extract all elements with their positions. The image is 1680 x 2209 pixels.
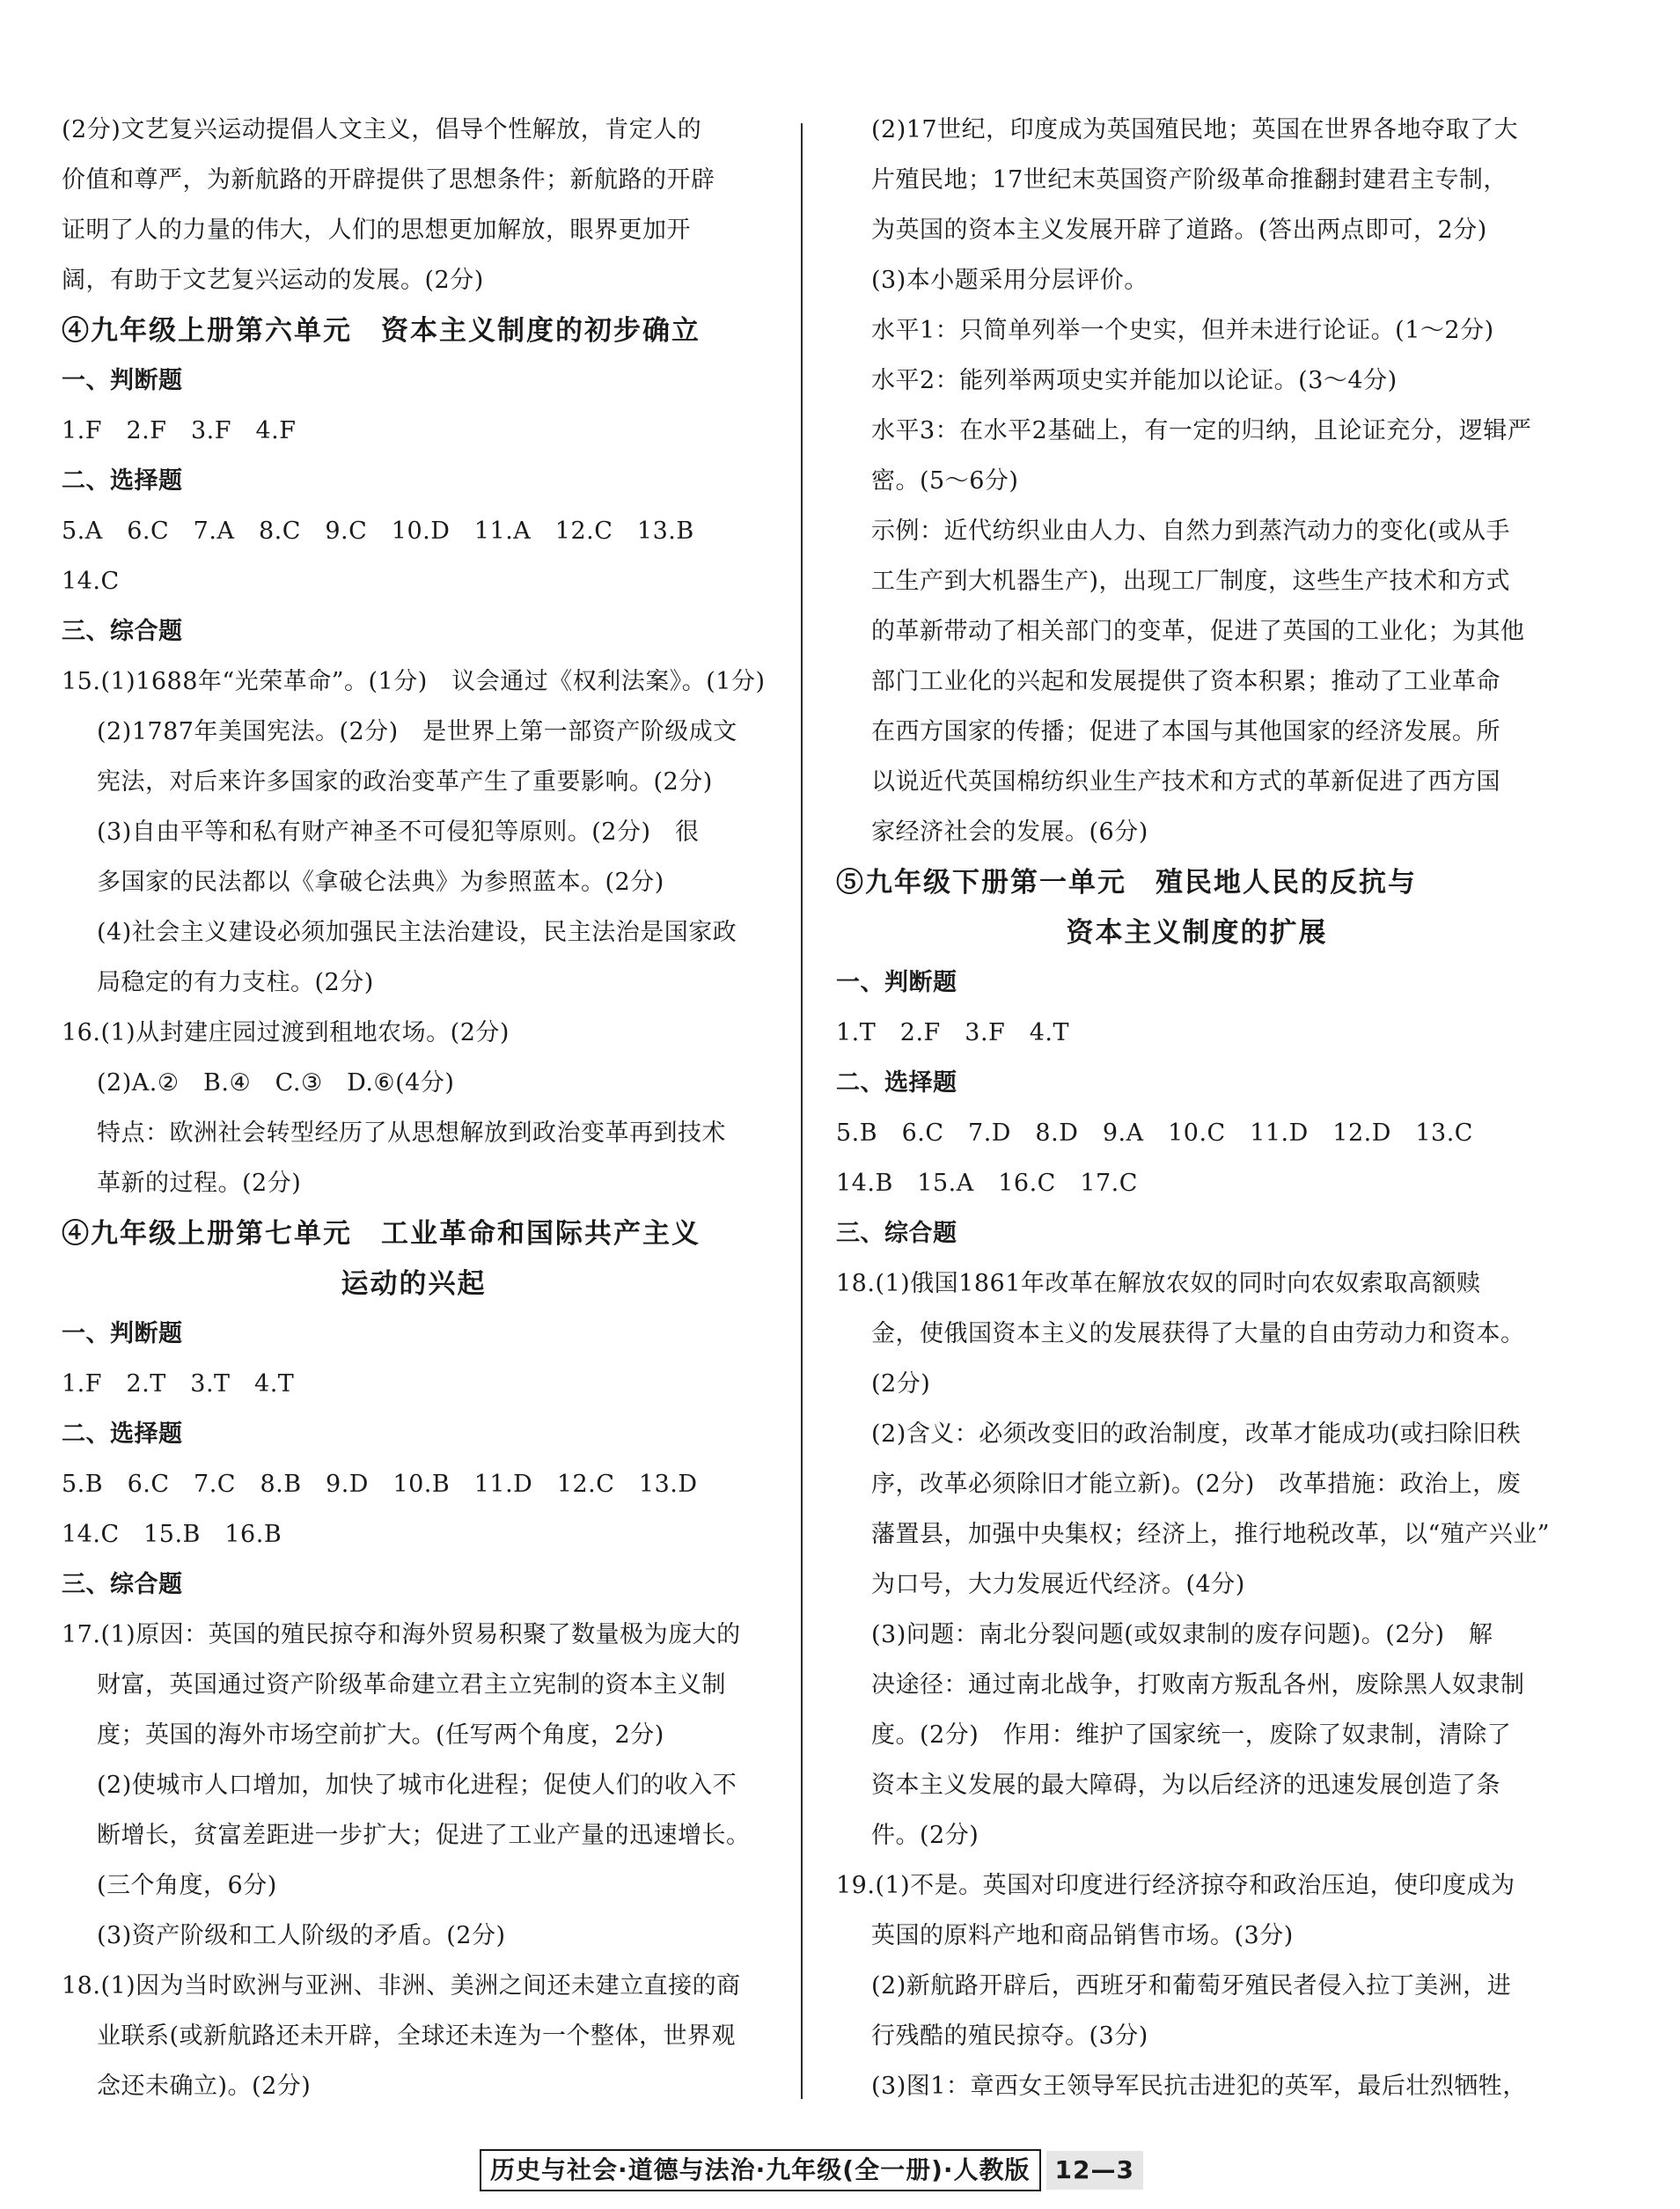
text-line: (3)自由平等和私有财产神圣不可侵犯等原则。(2分) 很 (97, 818, 700, 846)
text-line: 断增长，贫富差距进一步扩大；促进了工业产量的迅速增长。 (97, 1822, 751, 1849)
text-line: 业联系(或新航路还未开辟，全球还未连为一个整体，世界观 (97, 2022, 737, 2050)
section-title-continued: 资本主义制度的扩展 (1066, 917, 1328, 949)
text-line: 水平1：只简单列举一个史实，但并未进行论证。(1～2分) (871, 317, 1494, 344)
answer-line: 1.T 2.F 3.F 4.T (836, 1019, 1070, 1046)
text-line: 局稳定的有力支柱。(2分) (97, 969, 374, 996)
subsection-heading: 一、判断题 (62, 367, 183, 394)
subsection-heading: 一、判断题 (836, 969, 957, 996)
answer-line: 14.B 15.A 16.C 17.C (836, 1170, 1138, 1197)
text-line: (3)资产阶级和工人阶级的矛盾。(2分) (97, 1922, 506, 1949)
text-line: 17.(1)原因：英国的殖民掠夺和海外贸易积聚了数量极为庞大的 (62, 1621, 741, 1648)
text-line: 为口号，大力发展近代经济。(4分) (871, 1571, 1245, 1598)
text-line: 在西方国家的传播；促进了本国与其他国家的经济发展。所 (871, 718, 1500, 745)
text-line: 特点：欧洲社会转型经历了从思想解放到政治变革再到技术 (97, 1119, 726, 1147)
answer-line: 14.C (62, 568, 120, 595)
section-title: ④九年级上册第七单元 工业革命和国际共产主义 (62, 1218, 701, 1250)
text-line: 为英国的资本主义发展开辟了道路。(答出两点即可，2分) (871, 216, 1487, 244)
text-line: (2分) (871, 1370, 931, 1398)
text-line: (3)本小题采用分层评价。 (871, 267, 1148, 294)
subsection-heading: 三、综合题 (836, 1220, 957, 1247)
text-line: 15.(1)1688年“光荣革命”。(1分) 议会通过《权利法案》。(1分) (62, 668, 766, 695)
subsection-heading: 二、选择题 (62, 1420, 183, 1448)
text-line: 度；英国的海外市场空前扩大。(任写两个角度，2分) (97, 1721, 664, 1749)
text-line: 序，改革必须除旧才能立新)。(2分) 改革措施：政治上，废 (871, 1471, 1522, 1498)
text-line: 以说近代英国棉纺织业生产技术和方式的革新促进了西方国 (871, 768, 1500, 796)
answer-line: 1.F 2.T 3.T 4.T (62, 1370, 295, 1398)
text-line: 16.(1)从封建庄园过渡到租地农场。(2分) (62, 1019, 510, 1046)
section-title: ④九年级上册第六单元 资本主义制度的初步确立 (62, 315, 701, 347)
column-divider (801, 123, 803, 2099)
text-line: 阔，有助于文艺复兴运动的发展。(2分) (62, 267, 484, 294)
text-line: 密。(5～6分) (871, 467, 1019, 495)
text-line: 工生产到大机器生产)，出现工厂制度，这些生产技术和方式 (871, 568, 1511, 595)
text-line: 的革新带动了相关部门的变革，促进了英国的工业化；为其他 (871, 618, 1525, 645)
text-line: (2分)文艺复兴运动提倡人文主义，倡导个性解放，肯定人的 (62, 116, 702, 143)
text-line: 英国的原料产地和商品销售市场。(3分) (871, 1922, 1294, 1949)
section-title-continued: 运动的兴起 (341, 1268, 487, 1300)
text-line: 财富，英国通过资产阶级革命建立君主立宪制的资本主义制 (97, 1671, 726, 1699)
footer-title: 历史与社会·道德与法治·九年级(全一册)·人教版 (480, 2149, 1041, 2191)
text-line: (三个角度，6分) (97, 1872, 277, 1899)
subsection-heading: 三、综合题 (62, 618, 183, 645)
subsection-heading: 三、综合题 (62, 1571, 183, 1598)
text-line: 念还未确立)。(2分) (97, 2073, 312, 2100)
subsection-heading: 二、选择题 (62, 467, 183, 495)
text-line: 水平3：在水平2基础上，有一定的归纳，且论证充分，逻辑严 (871, 417, 1532, 444)
text-line: 度。(2分) 作用：维护了国家统一，废除了奴隶制，清除了 (871, 1721, 1512, 1749)
text-line: (2)含义：必须改变旧的政治制度，改革才能成功(或扫除旧秩 (871, 1420, 1522, 1448)
text-line: 18.(1)因为当时欧洲与亚洲、非洲、美洲之间还未建立直接的商 (62, 1972, 741, 2000)
text-line: 多国家的民法都以《拿破仑法典》为参照蓝本。(2分) (97, 869, 664, 896)
text-line: 家经济社会的发展。(6分) (871, 818, 1148, 846)
text-line: (3)问题：南北分裂问题(或奴隶制的废存问题)。(2分) 解 (871, 1621, 1493, 1648)
subsection-heading: 一、判断题 (62, 1320, 183, 1347)
text-line: 革新的过程。(2分) (97, 1170, 302, 1197)
text-line: 行残酷的殖民掠夺。(3分) (871, 2022, 1148, 2050)
text-line: 藩置县，加强中央集权；经济上，推行地税改革，以“殖产兴业” (871, 1521, 1551, 1548)
text-line: 19.(1)不是。英国对印度进行经济掠夺和政治压迫，使印度成为 (836, 1872, 1515, 1899)
text-line: 价值和尊严，为新航路的开辟提供了思想条件；新航路的开辟 (62, 166, 715, 194)
page-footer (480, 2149, 1134, 2188)
text-line: 资本主义发展的最大障碍，为以后经济的迅速发展创造了条 (871, 1772, 1500, 1799)
text-line: 证明了人的力量的伟大，人们的思想更加解放，眼界更加开 (62, 216, 691, 244)
text-line: 18.(1)俄国1861年改革在解放农奴的同时向农奴索取高额赎 (836, 1270, 1481, 1297)
answer-line: 1.F 2.F 3.F 4.F (62, 417, 297, 444)
text-line: (2)17世纪，印度成为英国殖民地；英国在世界各地夺取了大 (871, 116, 1519, 143)
text-line: 决途径：通过南北战争，打败南方叛乱各州，废除黑人奴隶制 (871, 1671, 1525, 1699)
text-line: (2)A.② B.④ C.③ D.⑥(4分) (97, 1069, 455, 1097)
text-line: 金，使俄国资本主义的发展获得了大量的自由劳动力和资本。 (871, 1320, 1525, 1347)
text-line: 部门工业化的兴起和发展提供了资本积累；推动了工业革命 (871, 668, 1500, 695)
section-title: ⑤九年级下册第一单元 殖民地人民的反抗与 (836, 867, 1417, 899)
answer-line: 5.B 6.C 7.D 8.D 9.A 10.C 11.D 12.D 13.C (836, 1119, 1473, 1147)
answer-line: 5.A 6.C 7.A 8.C 9.C 10.D 11.A 12.C 13.B (62, 517, 694, 545)
text-line: 件。(2分) (871, 1822, 979, 1849)
text-line: 示例：近代纺织业由人力、自然力到蒸汽动力的变化(或从手 (871, 517, 1511, 545)
text-line: 片殖民地；17世纪末英国资产阶级革命推翻封建君主专制， (871, 166, 1508, 194)
page-number: 12—3 (1046, 2151, 1143, 2190)
text-line: (4)社会主义建设必须加强民主法治建设，民主法治是国家政 (97, 919, 737, 946)
text-line: (2)使城市人口增加，加快了城市化进程；促使人们的收入不 (97, 1772, 737, 1799)
text-line: 宪法，对后来许多国家的政治变革产生了重要影响。(2分) (97, 768, 713, 796)
text-line: (2)新航路开辟后，西班牙和葡萄牙殖民者侵入拉丁美洲，进 (871, 1972, 1512, 2000)
answer-line: 14.C 15.B 16.B (62, 1521, 282, 1548)
text-line: (2)1787年美国宪法。(2分) 是世界上第一部资产阶级成文 (97, 718, 737, 745)
text-line: 水平2：能列举两项史实并能加以论证。(3～4分) (871, 367, 1398, 394)
subsection-heading: 二、选择题 (836, 1069, 957, 1097)
answer-line: 5.B 6.C 7.C 8.B 9.D 10.B 11.D 12.C 13.D (62, 1471, 698, 1498)
text-line: (3)图1：章西女王领导军民抗击进犯的英军，最后壮烈牺牲， (871, 2073, 1527, 2100)
